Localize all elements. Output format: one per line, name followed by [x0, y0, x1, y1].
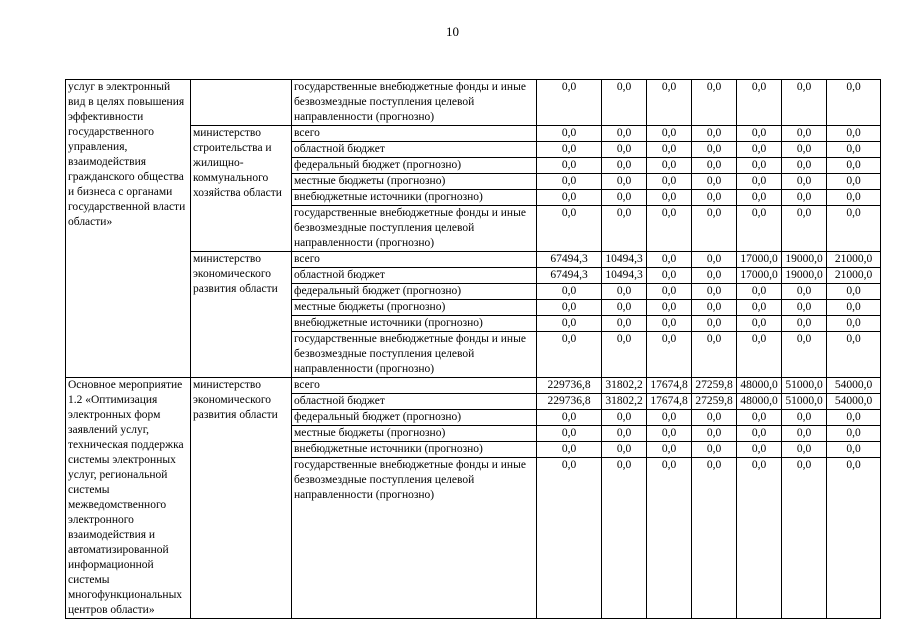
value-cell: 0,0	[602, 206, 647, 252]
value-cell: 0,0	[537, 158, 602, 174]
value-cell: 0,0	[647, 126, 692, 142]
value-cell: 229736,8	[537, 394, 602, 410]
table-row	[66, 80, 881, 126]
value-cell: 0,0	[827, 174, 881, 190]
value-cell: 0,0	[827, 458, 881, 619]
value-cell: 0,0	[692, 442, 737, 458]
value-cell: 0,0	[647, 458, 692, 619]
ministry-name-cell: министерство экономического развития области	[191, 378, 292, 619]
budget-type-cell: местные бюджеты (прогнозно)	[292, 426, 537, 442]
value-cell: 21000,0	[827, 252, 881, 268]
value-cell: 0,0	[647, 252, 692, 268]
value-cell: 0,0	[537, 126, 602, 142]
value-cell: 0,0	[827, 332, 881, 378]
value-cell: 0,0	[537, 174, 602, 190]
value-cell: 0,0	[827, 442, 881, 458]
value-cell: 0,0	[782, 316, 827, 332]
value-cell: 0,0	[647, 268, 692, 284]
value-cell: 0,0	[537, 426, 602, 442]
value-cell: 0,0	[692, 252, 737, 268]
value-cell: 0,0	[827, 284, 881, 300]
value-cell: 51000,0	[782, 378, 827, 394]
value-cell: 0,0	[737, 190, 782, 206]
value-cell: 0,0	[782, 284, 827, 300]
budget-type-cell: внебюджетные источники (прогнозно)	[292, 190, 537, 206]
budget-type-cell: федеральный бюджет (прогнозно)	[292, 158, 537, 174]
value-cell: 0,0	[782, 142, 827, 158]
value-cell: 54000,0	[827, 394, 881, 410]
value-cell: 0,0	[602, 332, 647, 378]
value-cell: 19000,0	[782, 268, 827, 284]
value-cell: 0,0	[647, 426, 692, 442]
value-cell: 0,0	[647, 300, 692, 316]
value-cell: 0,0	[827, 410, 881, 426]
value-cell: 0,0	[602, 174, 647, 190]
value-cell: 0,0	[782, 332, 827, 378]
value-cell: 0,0	[537, 300, 602, 316]
value-cell: 17000,0	[737, 252, 782, 268]
value-cell: 0,0	[827, 316, 881, 332]
value-cell: 0,0	[602, 142, 647, 158]
budget-type-cell: областной бюджет	[292, 268, 537, 284]
table-row	[66, 378, 881, 394]
value-cell: 0,0	[602, 80, 647, 126]
value-cell: 0,0	[692, 142, 737, 158]
value-cell: 0,0	[692, 158, 737, 174]
value-cell: 0,0	[647, 80, 692, 126]
value-cell: 0,0	[647, 316, 692, 332]
value-cell: 0,0	[782, 190, 827, 206]
value-cell: 0,0	[737, 174, 782, 190]
value-cell: 0,0	[692, 206, 737, 252]
value-cell: 10494,3	[602, 268, 647, 284]
value-cell: 0,0	[602, 442, 647, 458]
value-cell: 0,0	[537, 458, 602, 619]
value-cell: 0,0	[692, 174, 737, 190]
value-cell: 0,0	[782, 300, 827, 316]
program-name-cell: Основное мероприятие 1.2 «Оптимизация электронных форм заявлений услуг, техническая поддержка системы электронных услуг, региональной системы межведомственного электронного взаимодействия и автоматизированной информационной системы многофункциональных центров области»	[66, 378, 191, 619]
value-cell: 0,0	[737, 410, 782, 426]
value-cell: 17000,0	[737, 268, 782, 284]
value-cell: 0,0	[602, 300, 647, 316]
value-cell: 51000,0	[782, 394, 827, 410]
value-cell: 0,0	[782, 174, 827, 190]
value-cell: 0,0	[537, 284, 602, 300]
value-cell: 0,0	[647, 206, 692, 252]
value-cell: 0,0	[782, 458, 827, 619]
value-cell: 0,0	[737, 126, 782, 142]
value-cell: 0,0	[537, 142, 602, 158]
value-cell: 0,0	[537, 206, 602, 252]
value-cell: 0,0	[782, 158, 827, 174]
value-cell: 0,0	[827, 300, 881, 316]
value-cell: 27259,8	[692, 394, 737, 410]
value-cell: 0,0	[782, 426, 827, 442]
value-cell: 0,0	[537, 332, 602, 378]
value-cell: 0,0	[827, 142, 881, 158]
ministry-name-cell	[191, 80, 292, 126]
value-cell: 0,0	[737, 142, 782, 158]
page-number: 10	[446, 24, 459, 39]
budget-type-cell: всего	[292, 252, 537, 268]
value-cell: 0,0	[602, 126, 647, 142]
value-cell: 0,0	[647, 332, 692, 378]
budget-type-cell: внебюджетные источники (прогнозно)	[292, 442, 537, 458]
value-cell: 0,0	[537, 442, 602, 458]
budget-type-cell: государственные внебюджетные фонды и иные безвозмездные поступления целевой направленности (прогнозно)	[292, 206, 537, 252]
value-cell: 0,0	[827, 80, 881, 126]
value-cell: 0,0	[602, 316, 647, 332]
value-cell: 0,0	[647, 174, 692, 190]
budget-type-cell: федеральный бюджет (прогнозно)	[292, 410, 537, 426]
ministry-name-cell: министерство экономического развития области	[191, 252, 292, 378]
value-cell: 0,0	[737, 316, 782, 332]
budget-type-cell: государственные внебюджетные фонды и иные безвозмездные поступления целевой направленности (прогнозно)	[292, 458, 537, 619]
value-cell: 0,0	[647, 442, 692, 458]
value-cell: 0,0	[692, 80, 737, 126]
value-cell: 229736,8	[537, 378, 602, 394]
budget-type-cell: местные бюджеты (прогнозно)	[292, 300, 537, 316]
value-cell: 0,0	[782, 206, 827, 252]
value-cell: 0,0	[692, 268, 737, 284]
budget-type-cell: всего	[292, 126, 537, 142]
value-cell: 67494,3	[537, 268, 602, 284]
value-cell: 0,0	[737, 332, 782, 378]
value-cell: 0,0	[602, 284, 647, 300]
value-cell: 0,0	[827, 206, 881, 252]
value-cell: 0,0	[692, 284, 737, 300]
budget-type-cell: областной бюджет	[292, 394, 537, 410]
value-cell: 0,0	[782, 442, 827, 458]
value-cell: 0,0	[692, 316, 737, 332]
value-cell: 54000,0	[827, 378, 881, 394]
value-cell: 0,0	[827, 426, 881, 442]
value-cell: 0,0	[827, 126, 881, 142]
value-cell: 0,0	[692, 458, 737, 619]
value-cell: 0,0	[782, 126, 827, 142]
value-cell: 31802,2	[602, 378, 647, 394]
value-cell: 0,0	[737, 80, 782, 126]
value-cell: 17674,8	[647, 394, 692, 410]
value-cell: 19000,0	[782, 252, 827, 268]
value-cell: 0,0	[647, 142, 692, 158]
value-cell: 0,0	[602, 426, 647, 442]
value-cell: 0,0	[602, 158, 647, 174]
budget-type-cell: федеральный бюджет (прогнозно)	[292, 284, 537, 300]
value-cell: 0,0	[537, 316, 602, 332]
value-cell: 0,0	[782, 410, 827, 426]
value-cell: 0,0	[692, 426, 737, 442]
value-cell: 10494,3	[602, 252, 647, 268]
budget-table-body	[66, 80, 881, 619]
value-cell: 0,0	[647, 190, 692, 206]
value-cell: 0,0	[827, 190, 881, 206]
value-cell: 48000,0	[737, 378, 782, 394]
value-cell: 0,0	[737, 284, 782, 300]
budget-type-cell: местные бюджеты (прогнозно)	[292, 174, 537, 190]
value-cell: 0,0	[737, 300, 782, 316]
value-cell: 0,0	[692, 332, 737, 378]
value-cell: 0,0	[692, 410, 737, 426]
value-cell: 0,0	[602, 410, 647, 426]
value-cell: 0,0	[602, 190, 647, 206]
budget-type-cell: внебюджетные источники (прогнозно)	[292, 316, 537, 332]
value-cell: 0,0	[737, 158, 782, 174]
budget-type-cell: всего	[292, 378, 537, 394]
budget-type-cell: государственные внебюджетные фонды и иные безвозмездные поступления целевой направленности (прогнозно)	[292, 80, 537, 126]
value-cell: 0,0	[827, 158, 881, 174]
value-cell: 0,0	[737, 206, 782, 252]
ministry-name-cell: министерство строительства и жилищно-коммунального хозяйства области	[191, 126, 292, 252]
value-cell: 67494,3	[537, 252, 602, 268]
value-cell: 0,0	[737, 426, 782, 442]
budget-type-cell: государственные внебюджетные фонды и иные безвозмездные поступления целевой направленности (прогнозно)	[292, 332, 537, 378]
value-cell: 31802,2	[602, 394, 647, 410]
value-cell: 27259,8	[692, 378, 737, 394]
value-cell: 0,0	[737, 442, 782, 458]
budget-type-cell: областной бюджет	[292, 142, 537, 158]
value-cell: 0,0	[782, 80, 827, 126]
value-cell: 48000,0	[737, 394, 782, 410]
value-cell: 0,0	[737, 458, 782, 619]
value-cell: 0,0	[692, 126, 737, 142]
value-cell: 21000,0	[827, 268, 881, 284]
value-cell: 0,0	[647, 158, 692, 174]
value-cell: 0,0	[647, 410, 692, 426]
value-cell: 0,0	[537, 80, 602, 126]
value-cell: 0,0	[692, 300, 737, 316]
value-cell: 0,0	[647, 284, 692, 300]
value-cell: 0,0	[692, 190, 737, 206]
value-cell: 0,0	[602, 458, 647, 619]
value-cell: 0,0	[537, 190, 602, 206]
value-cell: 17674,8	[647, 378, 692, 394]
value-cell: 0,0	[537, 410, 602, 426]
program-name-cell: услуг в электронный вид в целях повышения эффективности государственного управления, взаимодействия гражданского общества и бизнеса с органами государственной власти области»	[66, 80, 191, 378]
budget-table	[65, 79, 881, 619]
